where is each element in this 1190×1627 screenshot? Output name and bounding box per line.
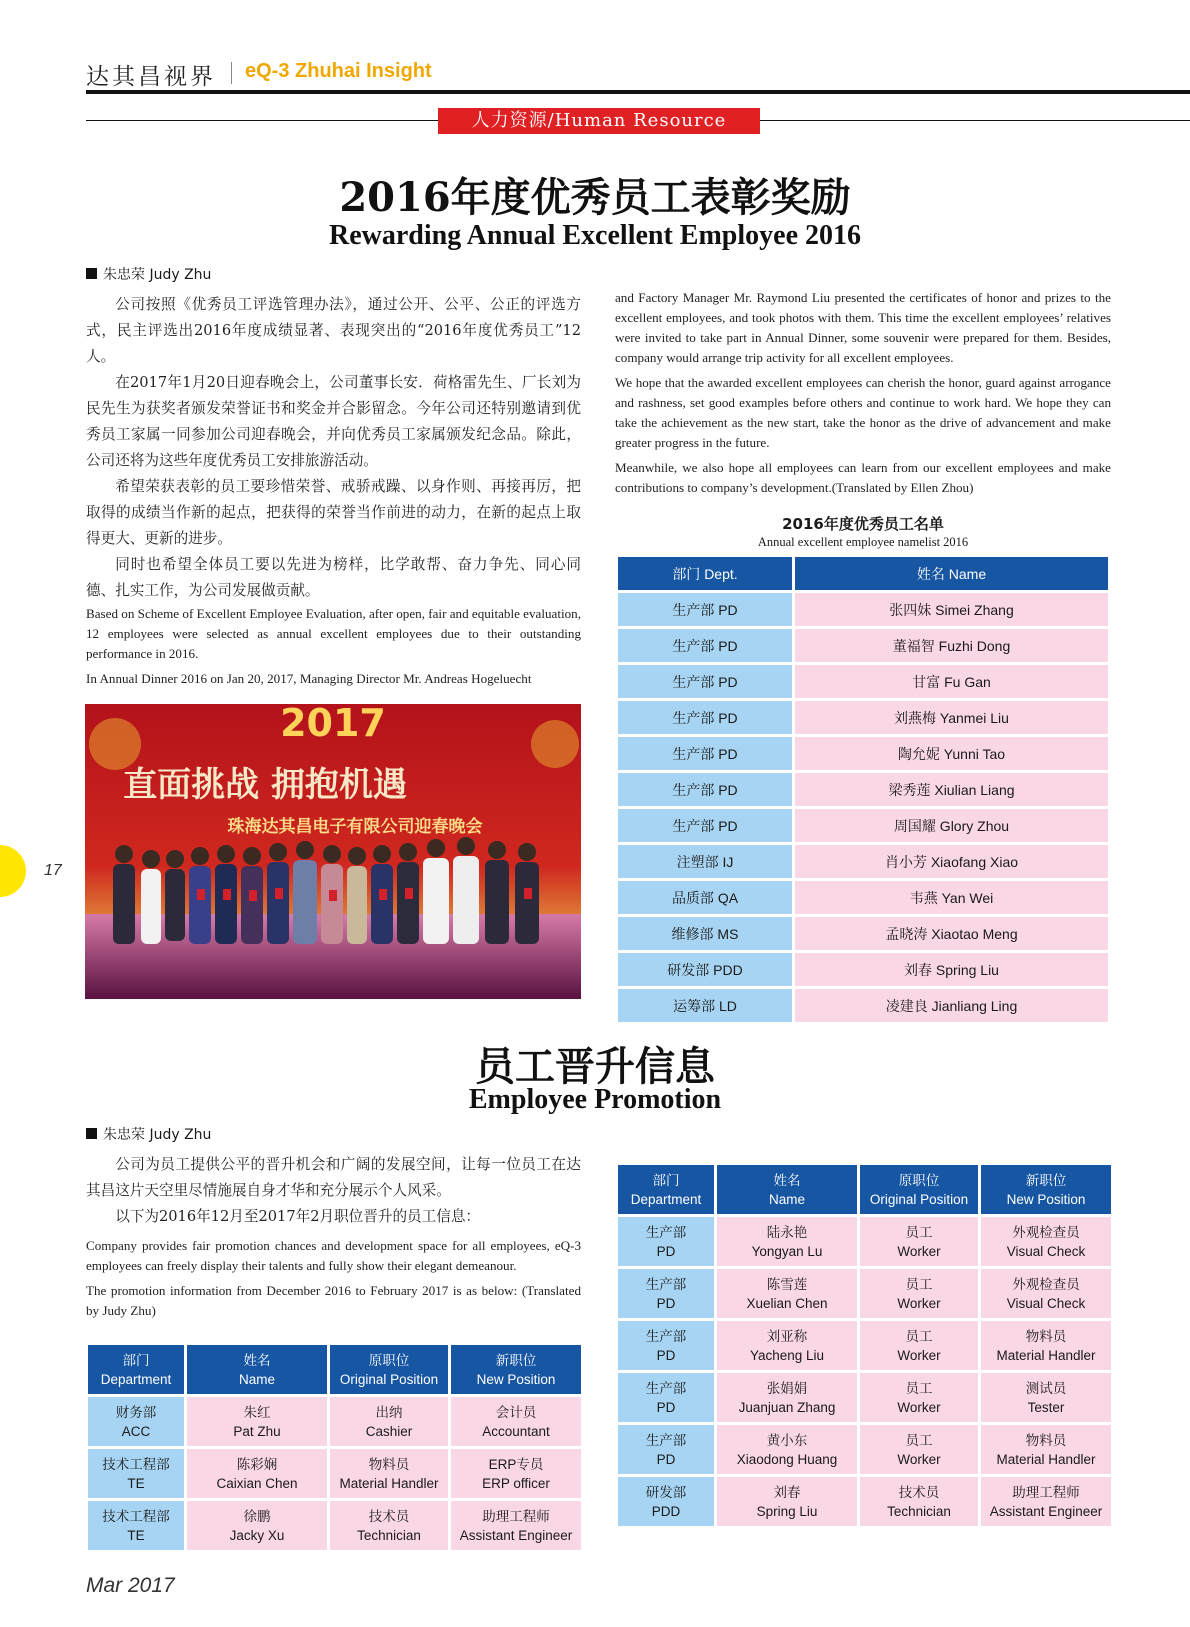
- name-cell: [187, 1397, 327, 1446]
- name-en: Spring Liu: [756, 1503, 818, 1519]
- original-position-cell: [860, 1373, 978, 1422]
- name-cell: 肖小芳 Xiaofang Xiao: [795, 845, 1108, 878]
- dept-cell: 维修部 MS: [618, 917, 792, 950]
- paragraph-cn: 以下为2016年12月至2017年2月职位晋升的员工信息：: [115, 1208, 481, 1225]
- new-en: ERP officer: [482, 1475, 550, 1491]
- dept-cell: 运筹部 LD: [618, 989, 792, 1022]
- dept-cn: 技术工程部: [102, 1456, 170, 1472]
- dept-cell: 研发部 PDD: [618, 953, 792, 986]
- table-row: [618, 1269, 1111, 1318]
- paragraph-en: The promotion information from December 2016 to February 2017 is as below: (Translated by Judy Zhu): [86, 1283, 581, 1318]
- dept-cn: 生产部: [645, 1276, 687, 1292]
- dept-cell: [618, 1425, 714, 1474]
- new-en: Material Handler: [996, 1451, 1096, 1467]
- new-en: Tester: [1027, 1399, 1065, 1415]
- name-cell: [717, 1269, 857, 1318]
- namelist-title-cn: 2016年度优秀员工名单: [782, 515, 944, 533]
- table-row: [88, 1397, 581, 1446]
- dept-cell: 生产部 PD: [618, 773, 792, 806]
- issue-date: Mar 2017: [86, 1574, 175, 1597]
- paragraph-en: In Annual Dinner 2016 on Jan 20, 2017, Managing Director Mr. Andreas Hogeluecht: [86, 671, 532, 686]
- table-row: [618, 989, 1108, 1022]
- column-header: 部门 Dept.: [618, 557, 792, 590]
- orig-cn: 员工: [905, 1224, 933, 1240]
- table-row: [618, 845, 1108, 878]
- column-header-department: 部门 Department: [88, 1345, 184, 1394]
- column-header-original-position: 原职位 Original Position: [330, 1345, 448, 1394]
- original-position-cell: [860, 1269, 978, 1318]
- name-en: Pat Zhu: [233, 1423, 281, 1439]
- name-en: Jacky Xu: [229, 1527, 285, 1543]
- banner-subtitle: 珠海达其昌电子有限公司迎春晚会: [227, 817, 483, 837]
- dept-cell: 生产部 PD: [618, 665, 792, 698]
- header-rule: [86, 90, 1190, 94]
- orig-cn: 员工: [905, 1380, 933, 1396]
- new-cn: 助理工程师: [1012, 1484, 1080, 1500]
- name-cell: 凌建良 Jianliang Ling: [795, 989, 1108, 1022]
- award-ceremony-photo: [85, 704, 581, 999]
- dept-cell: [618, 1373, 714, 1422]
- dept-cell: [88, 1397, 184, 1446]
- table-row: [618, 1321, 1111, 1370]
- new-position-cell: [451, 1397, 581, 1446]
- article2-title-en: Employee Promotion: [468, 1084, 722, 1115]
- new-cn: 物料员: [1025, 1328, 1067, 1344]
- table-row: [618, 773, 1108, 806]
- table-row: [618, 1373, 1111, 1422]
- dept-cell: 生产部 PD: [618, 629, 792, 662]
- paragraph-en: Meanwhile, we also hope all employees can learn from our excellent employees and make contributions to company’s development.(Translated by Ellen Zhou): [615, 460, 1111, 495]
- dept-cell: 生产部 PD: [618, 737, 792, 770]
- article1-title-cn: 2016年度优秀员工表彰奖励: [339, 174, 851, 221]
- dept-cn: 研发部: [645, 1484, 687, 1500]
- orig-en: Worker: [897, 1295, 941, 1311]
- excellent-employee-table: [615, 554, 1111, 1025]
- dept-cn: 技术工程部: [102, 1508, 170, 1524]
- new-cn: 物料员: [1025, 1432, 1067, 1448]
- name-cell: 甘富 Fu Gan: [795, 665, 1108, 698]
- column-header-new-position: 新职位 New Position: [451, 1345, 581, 1394]
- name-en: Xuelian Chen: [746, 1295, 828, 1311]
- paragraph-cn: 同时也希望全体员工要以先进为榜样，比学敢帮、奋力争先、同心同德、扎实工作，为公司发展做贡献。: [86, 556, 581, 599]
- paragraph-cn: 希望荣获表彰的员工要珍惜荣誉、戒骄戒躁、以身作则、再接再厉，把取得的成绩当作新的起点，把获得的荣誉当作前进的动力，在新的起点上取得更大、更新的进步。: [86, 478, 581, 547]
- name-cn: 朱红: [243, 1404, 271, 1420]
- article1-title-en: Rewarding Annual Excellent Employee 2016: [328, 220, 861, 251]
- page-marker-dot: [0, 845, 26, 897]
- orig-cn: 员工: [905, 1432, 933, 1448]
- column-header-original-position: 原职位 Original Position: [860, 1165, 978, 1214]
- new-en: Visual Check: [1006, 1243, 1086, 1259]
- dept-cell: [618, 1477, 714, 1526]
- table-header-row: [618, 1165, 1111, 1214]
- paragraph-cn: 在2017年1月20日迎春晚会上，公司董事长安．荷格雷先生、厂长刘为民先生为获奖者颁发荣誉证书和奖金并合影留念。今年公司还特别邀请到优秀员工家属一同参加公司迎春晚会，并向优秀员工家属颁发纪念品。除此，公司还将为这些年度优秀员工安排旅游活动。: [86, 374, 581, 469]
- dept-en: PDD: [651, 1503, 681, 1519]
- name-cell: 梁秀莲 Xiulian Liang: [795, 773, 1108, 806]
- original-position-cell: [860, 1217, 978, 1266]
- orig-cn: 员工: [905, 1276, 933, 1292]
- table-row: [88, 1449, 581, 1498]
- column-header-new-position: 新职位 New Position: [981, 1165, 1111, 1214]
- name-en: Juanjuan Zhang: [738, 1399, 836, 1415]
- name-cell: 韦燕 Yan Wei: [795, 881, 1108, 914]
- orig-cn: 员工: [905, 1328, 933, 1344]
- new-position-cell: [981, 1217, 1111, 1266]
- dept-cell: [88, 1449, 184, 1498]
- name-cell: [717, 1321, 857, 1370]
- dept-cell: 生产部 PD: [618, 701, 792, 734]
- dept-cell: 品质部 QA: [618, 881, 792, 914]
- name-cn: 陈雪莲: [766, 1276, 808, 1292]
- name-cn: 刘春: [773, 1484, 801, 1500]
- page-number: 17: [44, 862, 62, 879]
- name-cell: 刘燕梅 Yanmei Liu: [795, 701, 1108, 734]
- new-en: Assistant Engineer: [459, 1527, 573, 1543]
- new-cn: 外观检查员: [1012, 1224, 1080, 1240]
- name-cell: [187, 1449, 327, 1498]
- table-row: [618, 665, 1108, 698]
- table-header-row: [618, 557, 1108, 590]
- paragraph-en: Company provides fair promotion chances and development space for all employees, eQ-3 employees can freely display their talents and fully show their elegant demeanour.: [86, 1238, 581, 1273]
- new-en: Assistant Engineer: [989, 1503, 1103, 1519]
- name-cell: [717, 1217, 857, 1266]
- name-en: Caixian Chen: [216, 1475, 298, 1491]
- name-cell: [717, 1373, 857, 1422]
- name-cn: 陆永艳: [766, 1224, 808, 1240]
- dept-en: PD: [656, 1243, 676, 1259]
- photo-graphic: [85, 704, 581, 999]
- dept-cell: [618, 1269, 714, 1318]
- new-cn: ERP专员: [488, 1456, 544, 1472]
- new-position-cell: [451, 1501, 581, 1550]
- bullet-square-icon: [86, 1128, 97, 1139]
- name-cell: 董福智 Fuzhi Dong: [795, 629, 1108, 662]
- orig-en: Material Handler: [339, 1475, 439, 1491]
- name-en: Yacheng Liu: [749, 1347, 825, 1363]
- column-header-department: 部门 Department: [618, 1165, 714, 1214]
- new-cn: 外观检查员: [1012, 1276, 1080, 1292]
- new-position-cell: [981, 1321, 1111, 1370]
- new-en: Accountant: [482, 1423, 550, 1439]
- banner-slogan: 直面挑战 拥抱机遇: [123, 765, 407, 805]
- orig-en: Technician: [887, 1503, 951, 1519]
- table-row: [618, 737, 1108, 770]
- orig-cn: 技术员: [898, 1484, 940, 1500]
- article1-right-column: [615, 288, 1111, 503]
- name-cell: 孟晓涛 Xiaotao Meng: [795, 917, 1108, 950]
- table-row: [618, 701, 1108, 734]
- orig-en: Worker: [897, 1451, 941, 1467]
- dept-cn: 生产部: [645, 1224, 687, 1240]
- column-header: 姓名 Name: [795, 557, 1108, 590]
- banner-year: 2017: [280, 704, 386, 745]
- paragraph-en: and Factory Manager Mr. Raymond Liu presented the certificates of honor and prizes to the excellent employees, and took photos with them. This time the excellent employees’ relatives were invited to take part in Annual Dinner, some souvenir were prepared for them. Besides, company would arrange trip activity for all excellent employees.: [615, 290, 1111, 365]
- author-name: 朱忠荣 Judy Zhu: [103, 267, 212, 283]
- original-position-cell: [330, 1501, 448, 1550]
- orig-cn: 技术员: [368, 1508, 410, 1524]
- new-cn: 测试员: [1025, 1380, 1067, 1396]
- magazine-title-en: eQ-3 Zhuhai Insight: [245, 60, 432, 82]
- orig-cn: 出纳: [375, 1404, 403, 1420]
- name-cn: 刘亚称: [766, 1328, 808, 1344]
- magazine-title-cn: 达其昌视界: [86, 64, 216, 90]
- new-position-cell: [981, 1425, 1111, 1474]
- table-row: [618, 1217, 1111, 1266]
- table-row: [88, 1501, 581, 1550]
- name-en: Xiaodong Huang: [736, 1451, 838, 1467]
- orig-en: Worker: [897, 1399, 941, 1415]
- dept-en: PD: [656, 1451, 676, 1467]
- dept-en: TE: [127, 1527, 145, 1543]
- orig-cn: 物料员: [368, 1456, 410, 1472]
- header-separator: [231, 62, 232, 84]
- dept-cn: 财务部: [115, 1404, 157, 1420]
- original-position-cell: [330, 1449, 448, 1498]
- promotion-table-right: [615, 1162, 1114, 1529]
- name-cell: [717, 1425, 857, 1474]
- article1-author: [86, 264, 211, 284]
- name-cn: 张娟娟: [766, 1380, 808, 1396]
- bullet-square-icon: [86, 268, 97, 279]
- table-row: [618, 629, 1108, 662]
- dept-cell: 生产部 PD: [618, 593, 792, 626]
- column-header-name: 姓名 Name: [187, 1345, 327, 1394]
- column-header-name: 姓名 Name: [717, 1165, 857, 1214]
- dept-cell: [618, 1321, 714, 1370]
- table-row: [618, 1425, 1111, 1474]
- dept-en: PD: [656, 1347, 676, 1363]
- paragraph-en: We hope that the awarded excellent employees can cherish the honor, guard against arrogance and rashness, set good examples before others and continue to work hard. We hope they can take the achievement as the new start, take the honor as the drive of advancement and make greater progress in the future.: [615, 375, 1111, 450]
- new-position-cell: [981, 1477, 1111, 1526]
- paragraph-cn: 公司为员工提供公平的晋升机会和广阔的发展空间，让每一位员工在达其昌这片天空里尽情施展自身才华和充分展示个人风采。: [86, 1156, 581, 1199]
- dept-en: PD: [656, 1295, 676, 1311]
- table-row: [618, 953, 1108, 986]
- orig-en: Worker: [897, 1243, 941, 1259]
- new-en: Visual Check: [1006, 1295, 1086, 1311]
- dept-cell: [618, 1217, 714, 1266]
- original-position-cell: [860, 1321, 978, 1370]
- original-position-cell: [330, 1397, 448, 1446]
- name-cell: 张四妹 Simei Zhang: [795, 593, 1108, 626]
- paragraph-en: Based on Scheme of Excellent Employee Evaluation, after open, fair and equitable evaluation, 12 employees were selected as annual excellent employees due to their outstanding performance in 2016.: [86, 606, 581, 661]
- name-cell: 陶允妮 Yunni Tao: [795, 737, 1108, 770]
- promotion-table-left: [85, 1342, 584, 1553]
- article2-author: [86, 1124, 211, 1144]
- article2-left-column: [86, 1152, 581, 1326]
- table-row: [618, 881, 1108, 914]
- table-header-row: [88, 1345, 581, 1394]
- name-en: Yongyan Lu: [751, 1243, 823, 1259]
- dept-cell: 注塑部 IJ: [618, 845, 792, 878]
- new-cn: 会计员: [495, 1404, 537, 1420]
- name-cell: [717, 1477, 857, 1526]
- dept-cell: [88, 1501, 184, 1550]
- new-position-cell: [451, 1449, 581, 1498]
- section-banner: 人力资源/Human Resource: [438, 108, 760, 134]
- name-cell: 刘春 Spring Liu: [795, 953, 1108, 986]
- article1-left-column: [86, 292, 581, 694]
- original-position-cell: [860, 1477, 978, 1526]
- new-en: Material Handler: [996, 1347, 1096, 1363]
- orig-en: Worker: [897, 1347, 941, 1363]
- table-row: [618, 593, 1108, 626]
- dept-en: PD: [656, 1399, 676, 1415]
- name-cn: 陈彩娴: [236, 1456, 278, 1472]
- table-row: [618, 809, 1108, 842]
- new-position-cell: [981, 1373, 1111, 1422]
- name-cell: 周国耀 Glory Zhou: [795, 809, 1108, 842]
- author-name: 朱忠荣 Judy Zhu: [103, 1127, 212, 1143]
- dept-cell: 生产部 PD: [618, 809, 792, 842]
- original-position-cell: [860, 1425, 978, 1474]
- table-row: [618, 1477, 1111, 1526]
- new-cn: 助理工程师: [482, 1508, 550, 1524]
- namelist-title-en: Annual excellent employee namelist 2016: [757, 535, 969, 549]
- table-row: [618, 917, 1108, 950]
- dept-cn: 生产部: [645, 1380, 687, 1396]
- name-cell: [187, 1501, 327, 1550]
- name-cn: 徐鹏: [243, 1508, 271, 1524]
- dept-cn: 生产部: [645, 1432, 687, 1448]
- article2-title-cn: 员工晋升信息: [475, 1043, 715, 1090]
- dept-en: ACC: [121, 1423, 151, 1439]
- name-cn: 黄小东: [766, 1432, 808, 1448]
- new-position-cell: [981, 1269, 1111, 1318]
- dept-en: TE: [127, 1475, 145, 1491]
- orig-en: Cashier: [365, 1423, 413, 1439]
- dept-cn: 生产部: [645, 1328, 687, 1344]
- orig-en: Technician: [357, 1527, 421, 1543]
- paragraph-cn: 公司按照《优秀员工评选管理办法》，通过公开、公平、公正的评选方式，民主评选出2016年度成绩显著、表现突出的“2016年度优秀员工”12人。: [86, 296, 581, 365]
